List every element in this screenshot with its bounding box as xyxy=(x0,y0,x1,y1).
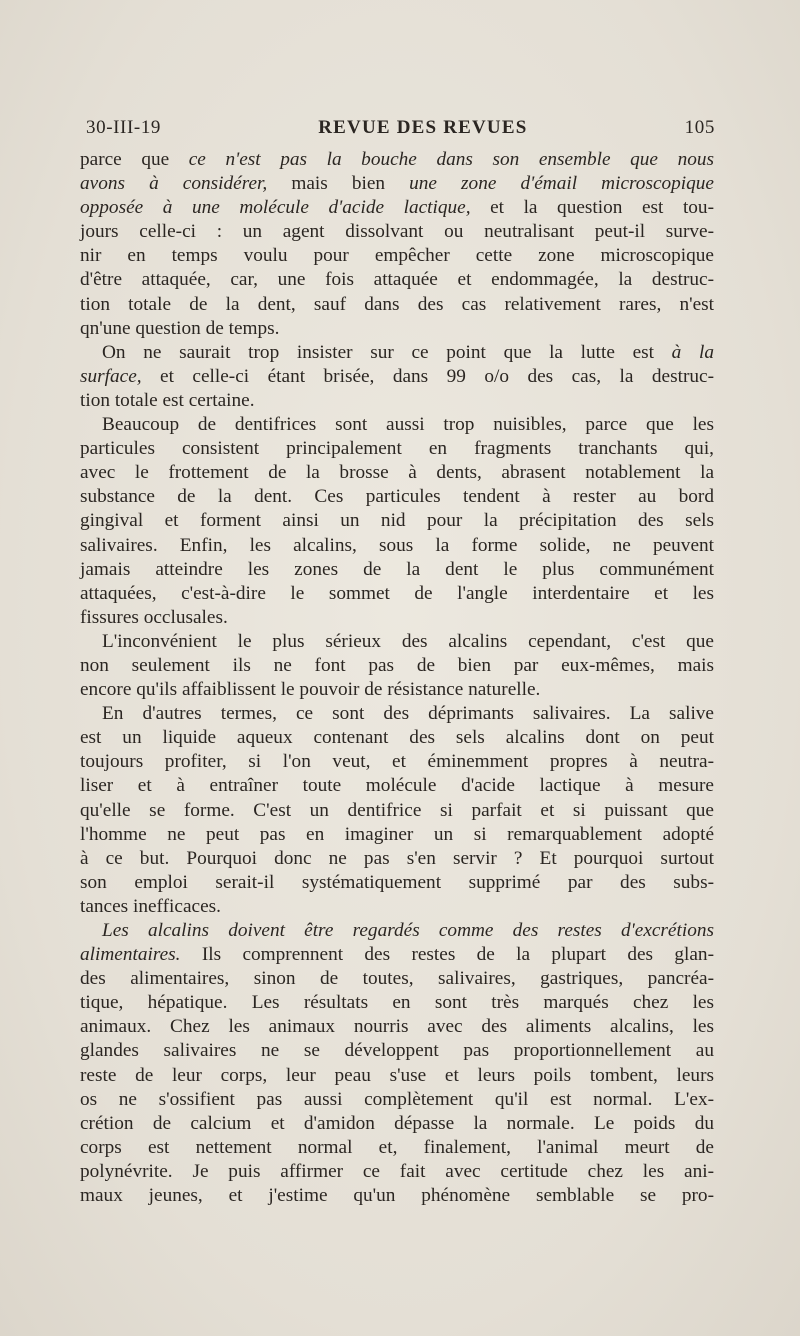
text-segment: non seulement ils ne font pas de bien par eux-mêmes, mais xyxy=(80,654,714,676)
text-segment: avec le frottement de la brosse à dents, abrasent notablement la xyxy=(80,462,714,484)
text-segment: tique, hépatique. Les résultats en sont très marqués chez les xyxy=(80,992,714,1014)
text-segment: est un liquide aqueux contenant des sels alcalins dont on peut xyxy=(80,727,714,749)
text-segment: jamais atteindre les zones de la dent le plus communément xyxy=(80,558,714,580)
text-segment: os ne s'ossifient pas aussi complètement qu'il est normal. L'ex- xyxy=(80,1088,714,1110)
text-line xyxy=(80,799,714,823)
text-line xyxy=(80,244,714,268)
italic-segment: ce n'est pas la bouche dans son ensemble que nous xyxy=(188,149,714,170)
text-line xyxy=(80,268,714,292)
text-segment: toujours profiter, si l'on veut, et éminemment propres à neutra- xyxy=(80,751,714,773)
text-segment: parce que xyxy=(80,149,189,170)
italic-segment: alimentaires. xyxy=(80,944,181,966)
text-segment: nir en temps voulu pour empêcher cette zone microscopique xyxy=(80,245,714,267)
text-segment: glandes salivaires ne se développent pas proportionnellement au xyxy=(80,1040,714,1062)
text-segment: tances inefficaces. xyxy=(80,895,221,917)
italic-segment: une zone d'émail microscopique xyxy=(409,173,714,195)
text-line xyxy=(80,606,714,630)
italic-segment: surface, xyxy=(80,365,142,387)
text-line xyxy=(80,196,714,220)
text-segment: qu'elle se forme. C'est un dentifrice si parfait et si puissant que xyxy=(80,799,714,821)
text-segment: encore qu'ils affaiblissent le pouvoir de résistance naturelle. xyxy=(80,679,541,701)
text-line xyxy=(80,823,714,847)
text-segment: liser et à entraîner toute molécule d'acide lactique à mesure xyxy=(80,775,714,797)
text-line xyxy=(80,293,714,317)
text-line xyxy=(80,317,714,341)
text-line xyxy=(80,991,714,1015)
text-line xyxy=(80,943,714,967)
text-segment: et la question est tou- xyxy=(470,197,714,219)
text-line xyxy=(80,726,714,750)
text-segment: Beaucoup de dentifrices sont aussi trop nuisibles, parce que les xyxy=(102,414,714,436)
text-line xyxy=(80,1136,714,1160)
text-segment: l'homme ne peut pas en imaginer un si remarquablement adopté xyxy=(80,823,714,845)
text-line xyxy=(80,871,714,895)
text-line xyxy=(80,509,714,533)
text-segment: crétion de calcium et d'amidon dépasse la normale. Le poids du xyxy=(80,1112,714,1134)
text-segment: qn'une question de temps. xyxy=(80,317,280,339)
text-line xyxy=(80,389,714,413)
text-line xyxy=(80,1112,714,1136)
body-text xyxy=(80,148,714,1208)
text-segment: fissures occlusales. xyxy=(80,606,228,628)
text-segment: En d'autres termes, ce sont des déprimants salivaires. La salive xyxy=(102,703,714,725)
italic-segment: Les alcalins doivent être regardés comme des restes d'excrétions xyxy=(102,920,714,941)
text-line xyxy=(80,1015,714,1039)
text-segment: son emploi serait-il systématiquement supprimé par des subs- xyxy=(80,871,714,893)
text-line xyxy=(80,172,714,196)
text-line xyxy=(80,630,714,654)
text-segment: tion totale de la dent, sauf dans des cas relativement rares, n'est xyxy=(80,293,714,315)
text-line xyxy=(80,413,714,437)
text-line xyxy=(80,702,714,726)
text-line xyxy=(80,1064,714,1088)
italic-segment: avons à considérer, xyxy=(80,173,268,195)
text-segment: maux jeunes, et j'estime qu'un phénomène semblable se pro- xyxy=(80,1185,714,1207)
text-line xyxy=(80,750,714,774)
text-line xyxy=(80,678,714,702)
text-segment: On ne saurait trop insister sur ce point que la lutte est xyxy=(102,341,672,363)
journal-title: REVUE DES REVUES xyxy=(318,117,528,138)
text-segment: jours celle-ci : un agent dissolvant ou neutralisant peut-il surve- xyxy=(80,221,714,243)
text-segment: à ce but. Pourquoi donc ne pas s'en servir ? Et pourquoi surtout xyxy=(80,847,714,869)
text-line xyxy=(80,967,714,991)
text-segment: substance de la dent. Ces particules tendent à rester au bord xyxy=(80,486,714,508)
text-line xyxy=(80,534,714,558)
text-line xyxy=(80,558,714,582)
text-line xyxy=(80,1039,714,1063)
text-segment: d'être attaquée, car, une fois attaquée et endommagée, la destruc- xyxy=(80,269,714,291)
text-line xyxy=(80,1160,714,1184)
text-segment: polynévrite. Je puis affirmer ce fait avec certitude chez les ani- xyxy=(80,1160,714,1182)
text-segment: reste de leur corps, leur peau s'use et leurs poils tombent, leurs xyxy=(80,1064,714,1086)
text-segment: Ils comprennent des restes de la plupart des glan- xyxy=(180,944,714,966)
text-line xyxy=(80,220,714,244)
text-segment: et celle-ci étant brisée, dans 99 o/o des cas, la destruc- xyxy=(141,365,714,387)
italic-segment: à la xyxy=(671,341,714,363)
text-segment: salivaires. Enfin, les alcalins, sous la forme solide, ne peuvent xyxy=(80,534,714,556)
text-line xyxy=(80,895,714,919)
text-segment: particules consistent principalement en fragments tranchants qui, xyxy=(80,438,714,460)
text-segment: L'inconvénient le plus sérieux des alcalins cependant, c'est que xyxy=(102,630,714,652)
text-line xyxy=(80,365,714,389)
text-line xyxy=(80,1184,714,1208)
running-header xyxy=(86,117,715,139)
text-line xyxy=(80,654,714,678)
page-number: 105 xyxy=(684,117,715,138)
text-line xyxy=(80,437,714,461)
text-segment: attaquées, c'est-à-dire le sommet de l'angle interdentaire et les xyxy=(80,582,714,604)
issue-date: 30-III-19 xyxy=(86,117,162,138)
text-line xyxy=(80,582,714,606)
text-segment: tion totale est certaine. xyxy=(80,389,255,411)
text-line xyxy=(80,1088,714,1112)
text-line xyxy=(80,341,714,365)
text-line xyxy=(80,148,714,172)
text-segment: des alimentaires, sinon de toutes, salivaires, gastriques, pancréa- xyxy=(80,968,714,990)
text-segment: mais bien xyxy=(267,173,410,195)
text-segment: gingival et forment ainsi un nid pour la précipitation des sels xyxy=(80,510,714,532)
text-segment: corps est nettement normal et, finalement, l'animal meurt de xyxy=(80,1136,714,1158)
text-line xyxy=(80,461,714,485)
text-line xyxy=(80,774,714,798)
text-line xyxy=(80,847,714,871)
text-line xyxy=(80,919,714,943)
italic-segment: opposée à une molécule d'acide lactique, xyxy=(80,197,471,219)
text-line xyxy=(80,485,714,509)
text-segment: animaux. Chez les animaux nourris avec des aliments alcalins, les xyxy=(80,1016,714,1038)
